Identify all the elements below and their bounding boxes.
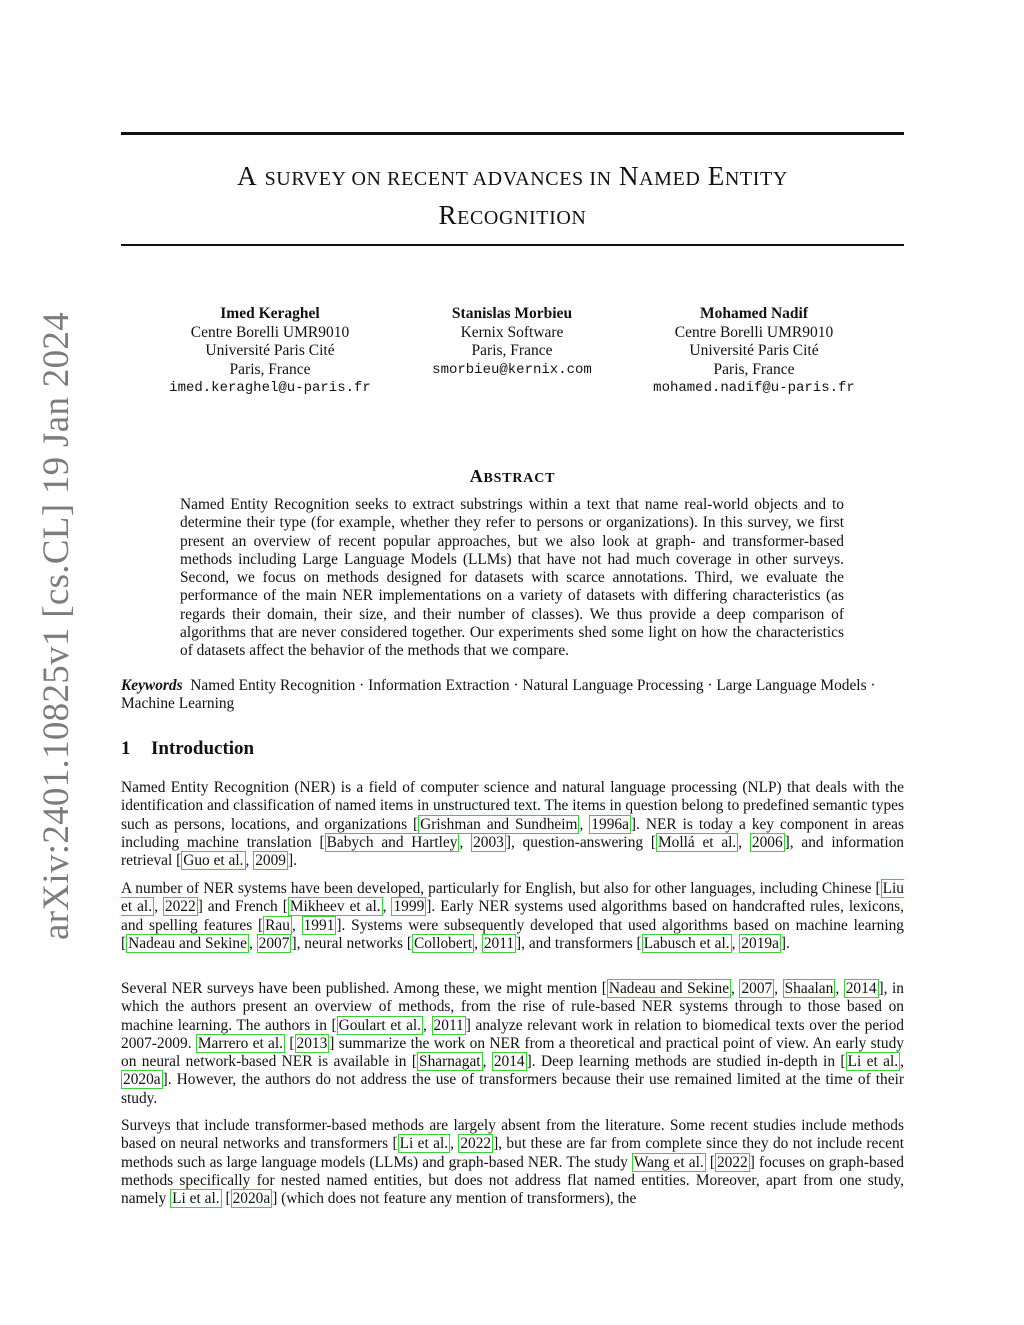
- citation-link[interactable]: Nadeau and Sekine: [128, 934, 247, 952]
- author-name: Mohamed Nadif: [699, 305, 809, 322]
- body-text: ,: [154, 898, 163, 916]
- section-title: Introduction: [151, 738, 255, 759]
- keywords: [121, 677, 904, 714]
- citation-link[interactable]: Guo et al.: [183, 852, 244, 870]
- citation-link[interactable]: Shaalan: [784, 980, 834, 997]
- body-text: ] analyze relevant work in relation to biomedical texts over the period 2007-2009.: [121, 1016, 904, 1052]
- citation-link[interactable]: Labusch et al.: [643, 934, 730, 952]
- author-email: imed.keraghel@u-paris.fr: [169, 380, 371, 396]
- body-text: ,: [291, 916, 302, 934]
- body-text: [: [285, 1034, 295, 1052]
- citation-link[interactable]: 2014: [845, 980, 877, 997]
- citation-link[interactable]: Goulart et al.: [338, 1016, 422, 1034]
- citation-link[interactable]: 1996a: [591, 815, 629, 833]
- body-text: ]. Systems were subsequently developed that used algorithms based on machine learning [: [121, 916, 904, 952]
- author-email: mohamed.nadif@u-paris.fr: [653, 380, 855, 396]
- author-affiliation: Kernix Software: [460, 323, 564, 341]
- body-text: ,: [900, 1053, 904, 1071]
- body-text: Surveys that include transformer-based methods are largely absent from the literature. Some recent studies include methods based on neural networks and transformers [: [121, 1117, 904, 1153]
- body-text: ], and transformers [: [516, 934, 642, 952]
- title-rule-top: [121, 132, 904, 135]
- citation-link[interactable]: 2009: [255, 852, 286, 870]
- body-text: ]. NER is today a key component in areas including machine translation [: [121, 815, 904, 851]
- body-text: ,: [474, 934, 482, 952]
- section-heading: [121, 738, 254, 760]
- citation-link[interactable]: Li et al.: [399, 1135, 449, 1153]
- body-text: ]. Early NER systems used algorithms based on handcrafted rules, lexicons, and spelling features [: [121, 898, 904, 934]
- body-text: ], in which the authors present an overview of methods, from the rise of rule-based NER systems through to those based on machine learning. The authors in [: [121, 980, 904, 1034]
- citation-link[interactable]: 2013: [296, 1034, 328, 1052]
- body-text: ], and information retrieval [: [121, 833, 904, 870]
- body-text: ,: [774, 980, 783, 997]
- body-text: ,: [482, 1053, 492, 1071]
- citation-link[interactable]: Mikheev et al.: [289, 898, 381, 916]
- keywords-list: Named Entity Recognition · Information Extraction · Natural Language Processing · Large Language Models · Machine Learning: [121, 677, 876, 713]
- body-text: ,: [248, 934, 257, 952]
- citation-link[interactable]: 2014: [493, 1053, 525, 1071]
- citation-link[interactable]: 2007: [741, 980, 773, 997]
- citation-link[interactable]: Collobert: [413, 934, 473, 952]
- citation-link[interactable]: 2020a: [123, 1071, 161, 1089]
- body-text: A number of NER systems have been developed, particularly for English, but also for other languages, including Chinese [: [121, 880, 881, 897]
- body-text: ,: [423, 1016, 432, 1034]
- body-text: [: [221, 1190, 231, 1208]
- author-name: Stanislas Morbieu: [451, 305, 573, 322]
- author-block-2: [392, 305, 632, 379]
- body-text: ] focuses on graph-based methods specifically for nested named entities, but does not address flat named entities. Moreover, apart from one study, namely: [121, 1153, 904, 1208]
- body-text: ], neural networks [: [291, 934, 412, 952]
- citation-link[interactable]: 2020a: [232, 1190, 271, 1208]
- citation-link[interactable]: 2022: [460, 1135, 492, 1153]
- title-rule-bottom: [121, 244, 904, 246]
- citation-link[interactable]: Wang et al.: [633, 1153, 704, 1171]
- author-email: smorbieu@kernix.com: [432, 361, 592, 378]
- citation-link[interactable]: Rau: [265, 916, 290, 934]
- citation-link[interactable]: Marrero et al.: [197, 1034, 284, 1052]
- body-text: ] summarize the work on NER from a theoretical and practical point of view. An early study on neural network-based NER is available in [: [121, 1034, 905, 1071]
- citation-link[interactable]: 2007: [258, 934, 290, 952]
- abstract-text: Named Entity Recognition seeks to extract substrings within a text that name real-world objects and to determine their type (for example, whether they refer to persons or organizations). In this survey, we first present an overview of recent popular approaches, but we also look at graph- and transformer-based methods including Large Language Models (LLMs) that have not had much coverage in other surveys. Second, we focus on methods designed for datasets with scarce annotations. Third, we evaluate the performance of the main NER implementations on a variety of datasets with differing characteristics (as regards their domain, their size, and their number of classes). We thus provide a deep comparison of algorithms that are never considered together. Our experiments shed some light on how the characteristics of datasets affect the behavior of the methods that we compare.: [180, 496, 844, 660]
- citation-link[interactable]: 2022: [164, 898, 196, 916]
- body-text: ], but these are far from complete since they do not include recent methods such as large language models (LLMs) and graph-based NER. The study: [121, 1135, 904, 1171]
- citation-link[interactable]: Li et al.: [847, 1053, 899, 1071]
- citation-link[interactable]: 2019a: [741, 934, 779, 952]
- citation-link[interactable]: Liu et al.: [121, 880, 904, 916]
- body-text: Named Entity Recognition (NER) is a field of computer science and natural language processing (NLP) that deals with the identification and classification of named items in unstructured text. The items in question belong to predefined semantic types such as persons, locations, and organizations [: [121, 779, 904, 833]
- body-text: ,: [731, 980, 740, 997]
- paragraph-1: [121, 779, 904, 870]
- paragraph-2: [121, 880, 904, 953]
- author-affiliation: Centre Borelli UMR9010: [190, 323, 350, 341]
- citation-link[interactable]: 2022: [716, 1153, 748, 1171]
- citation-link[interactable]: 1999: [393, 898, 425, 916]
- body-text: ] and French [: [197, 898, 288, 916]
- citation-link[interactable]: 2003: [473, 833, 504, 851]
- author-block-3: [634, 305, 874, 398]
- citation-link[interactable]: Li et al.: [172, 1190, 220, 1208]
- author-affiliation: Centre Borelli UMR9010: [674, 323, 834, 341]
- body-text: ]. However, the authors do not address the use of transformers because their use remained limited at the time of their study.: [121, 1071, 904, 1107]
- citation-link[interactable]: 2011: [433, 1016, 464, 1034]
- abstract-heading: ABSTRACT: [469, 466, 556, 486]
- citation-link[interactable]: 2011: [483, 934, 515, 952]
- body-text: Several NER surveys have been published. Among these, we might mention [: [121, 980, 607, 997]
- citation-link[interactable]: Babych and Hartley: [326, 833, 458, 851]
- author-name: Imed Keraghel: [220, 305, 320, 322]
- author-location: Paris, France: [471, 342, 553, 359]
- body-text: ,: [382, 898, 392, 916]
- paragraph-3: [121, 980, 904, 1108]
- body-text: [: [705, 1153, 715, 1171]
- body-text: ].: [288, 852, 297, 870]
- author-affiliation: Université Paris Cité: [205, 342, 335, 359]
- section-number: 1: [121, 738, 131, 759]
- author-location: Paris, France: [713, 360, 795, 378]
- author-block-1: [150, 305, 390, 398]
- body-text: ,: [731, 934, 740, 952]
- body-text: ,: [459, 833, 472, 851]
- body-text: ] (which does not feature any mention of transformers), the: [272, 1190, 637, 1208]
- citation-link[interactable]: Mollá et al.: [657, 833, 737, 851]
- body-text: ,: [738, 833, 750, 851]
- citation-link[interactable]: Grishman and Sundheim: [420, 815, 578, 833]
- body-text: ,: [579, 815, 590, 833]
- keywords-label: Keywords: [121, 677, 183, 694]
- body-text: ].: [780, 934, 790, 952]
- body-text: ], question-answering [: [505, 833, 656, 851]
- body-text: ,: [245, 852, 254, 870]
- author-affiliation: Université Paris Cité: [689, 342, 819, 359]
- citation-link[interactable]: 2006: [751, 833, 783, 851]
- citation-link[interactable]: Nadeau and Sekine: [608, 980, 730, 997]
- body-text: ,: [835, 980, 844, 997]
- arxiv-stamp[interactable]: arXiv:2401.10825v1 [cs.CL] 19 Jan 2024: [36, 312, 77, 940]
- paper-title: A SURVEY ON RECENT ADVANCES IN NAMED ENTITY RECOGNITION: [237, 161, 788, 230]
- citation-link[interactable]: Sharnagat: [419, 1053, 481, 1071]
- author-location: Paris, France: [229, 360, 311, 378]
- body-text: ]. Deep learning methods are studied in-depth in [: [526, 1053, 846, 1071]
- paragraph-4: [121, 1117, 904, 1208]
- body-text: ,: [450, 1135, 459, 1153]
- citation-link[interactable]: 1991: [303, 916, 335, 934]
